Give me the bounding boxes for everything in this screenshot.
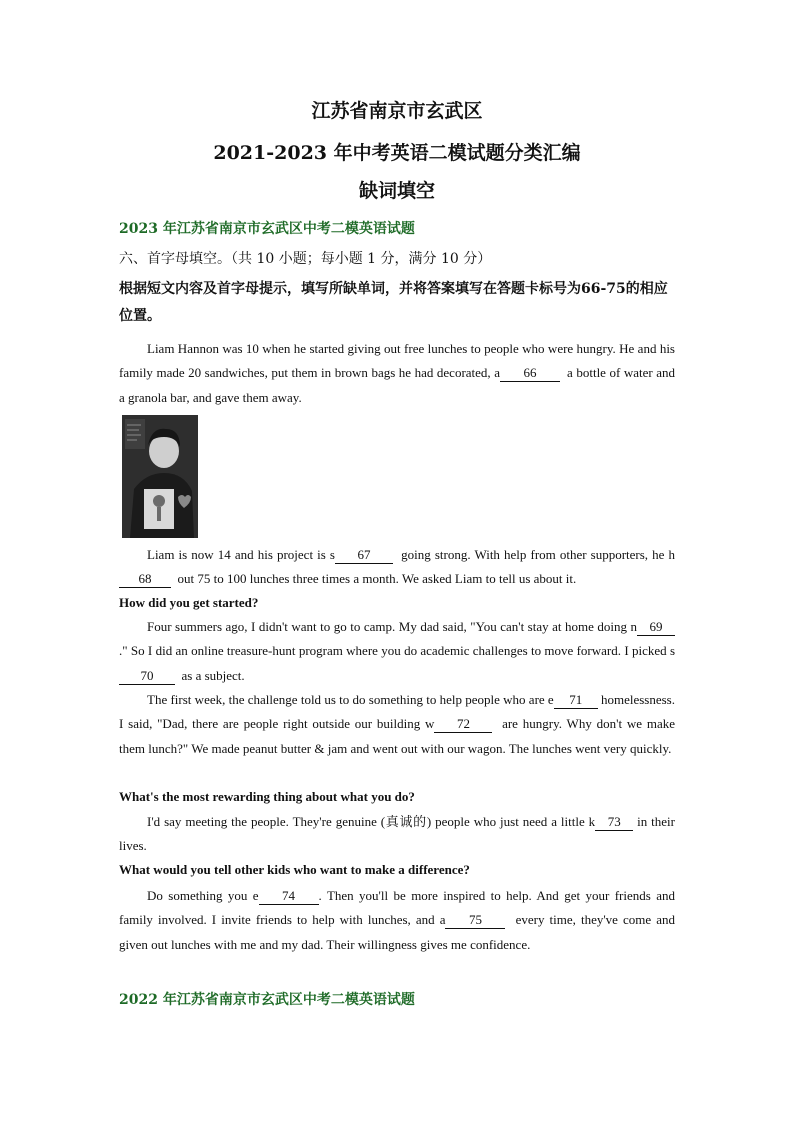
title-topic: 缺词填空 <box>358 180 435 202</box>
p2-text-d: out 75 to 100 lunches three times a month. We asked Liam to tell us about it. <box>177 571 577 587</box>
blank-75: 75 <box>445 912 505 929</box>
title-region: 江苏省南京市玄武区 <box>311 100 483 122</box>
p4-text-a: The first week, the challenge told us to do something to help people who are e <box>147 692 554 707</box>
blank-69: 69 <box>637 619 675 636</box>
p6-text-c: . Then you'll be more inspired to help. And get your friends and family involved. I invite friends to help with lunches, and a <box>119 888 675 928</box>
blank-67: 67 <box>335 547 393 564</box>
blank-72: 72 <box>434 716 492 733</box>
section-heading-2023: 2023 年江苏省南京市玄武区中考二模英语试题 <box>119 221 415 237</box>
question-2: What's the most rewarding thing about what you do? <box>119 789 415 804</box>
p6-text-d: every time, they've come and given out lunches with me and my dad. Their willingness gives me confidence. <box>119 912 676 952</box>
p3-text-d: as a subject. <box>181 667 245 683</box>
p4-text-d: are hungry. Why don't we make them lunch?" We made peanut butter & jam and went out with our wagon. The lunches went very quickly. <box>119 716 676 756</box>
blank-73: 73 <box>595 814 633 831</box>
blank-70: 70 <box>119 668 175 685</box>
p2-text-a: Liam is now 14 and his project is s <box>147 547 335 562</box>
paragraph-3 <box>119 615 675 688</box>
instruction: 根据短文内容及首字母提示，填写所缺单词，并将答案填写在答题卡标号为66-75的相应位置。 <box>119 281 668 324</box>
p6-text-a: Do something you e <box>147 888 259 903</box>
blank-71: 71 <box>554 692 598 709</box>
blank-74: 74 <box>259 888 319 905</box>
paragraph-5 <box>119 810 675 859</box>
p2-text-c: going strong. With help from other supporters, he h <box>401 547 675 562</box>
p4-text-c: homelessness. I said, "Dad, there are people right outside our building w <box>119 692 675 732</box>
paragraph-6 <box>119 884 675 957</box>
p5-text-c: in their lives. <box>119 814 675 854</box>
p3-text-c: ." So I did an online treasure-hunt program where you do academic challenges to move forward. I picked s <box>119 643 675 659</box>
part-title: 六、首字母填空。（共 10 小题；每小题 1 分，满分 10 分） <box>119 251 492 267</box>
p1-text-a: Liam Hannon was 10 when he started giving out free lunches to people who were hungry. He and his family made 20 sandwiches, put them in brown bags he had decorated, a <box>119 341 675 381</box>
blank-66: 66 <box>500 365 560 382</box>
p5-text-a: I'd say meeting the people. They're genuine (真诚的) people who just need a little k <box>147 814 596 829</box>
p1-text-c: a bottle of water and a granola bar, and gave them away. <box>119 365 676 405</box>
blank-68: 68 <box>119 571 171 588</box>
paragraph-4 <box>119 688 675 761</box>
paragraph-2 <box>119 543 675 592</box>
photo-liam <box>122 415 198 538</box>
boy-with-sign-image <box>122 415 198 538</box>
p3-text-a: Four summers ago, I didn't want to go to camp. My dad said, "You can't stay at home doing n <box>147 619 637 634</box>
section-heading-2022: 2022 年江苏省南京市玄武区中考二模英语试题 <box>119 992 415 1008</box>
paragraph-1 <box>119 337 675 410</box>
question-1: How did you get started? <box>119 595 259 610</box>
title-series: 2021-2023 年中考英语二模试题分类汇编 <box>213 142 581 164</box>
question-3: What would you tell other kids who want to make a difference? <box>119 862 470 877</box>
